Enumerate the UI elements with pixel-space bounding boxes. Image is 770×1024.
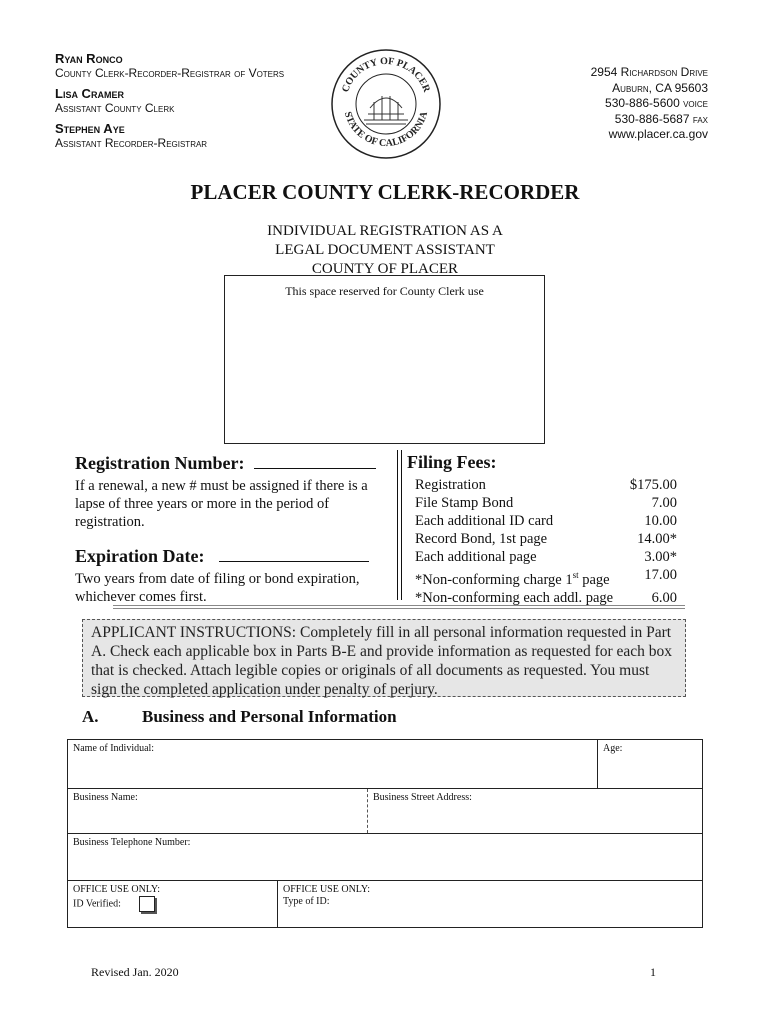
fee-amount: 14.00* [637,531,677,547]
fee-row [415,548,677,566]
fee-row [415,494,677,512]
fee-name-sup: st [572,570,579,580]
filing-fees-label: Filing Fees: [407,452,497,472]
fee-name [415,566,610,589]
registration-block [75,452,390,606]
officials-block [55,52,284,157]
official-name: Ryan Ronco [55,51,123,66]
voice-number: 530-886-5600 [605,96,680,110]
official-title: Assistant County Clerk [55,101,175,115]
applicant-instructions: APPLICANT INSTRUCTIONS: Completely fill in all personal information requested in Part A. Check each applicable box in Parts B-E and provide information as requested for each box that is checked. Attach legible copies or originals of all documents as requested. You must sign the completed application under penalty of perjury. [82,619,686,697]
type-of-id-label: Type of ID: [283,896,330,907]
id-verified-checkbox[interactable] [139,896,155,912]
section-letter: A. [82,707,99,726]
fee-amount: 3.00* [644,549,677,565]
official-title: Assistant Recorder-Registrar [55,136,208,150]
section-title: Business and Personal Information [142,707,397,726]
fee-amount: 7.00 [651,495,677,511]
id-verified-label: ID Verified: [73,898,121,910]
fee-name: Each additional ID card [415,513,554,529]
street-address: 2954 Richardson Drive [590,65,708,79]
fee-row [415,476,677,494]
registration-number-label: Registration Number: [75,453,245,473]
form-subtitle [0,222,770,279]
business-phone-field[interactable] [68,834,702,880]
name-label: Name of Individual: [73,743,155,754]
fee-amount: 6.00 [651,589,677,606]
fee-name-suffix: page [578,571,610,588]
office-use-label: OFFICE USE ONLY: [283,884,370,895]
svg-text:STATE OF CALIFORNIA [342,110,430,150]
subtitle-line: INDIVIDUAL REGISTRATION AS A [267,223,503,239]
fee-row [415,530,677,548]
form-row-business [67,788,703,834]
subtitle-line: COUNTY OF PLACER [311,261,459,277]
fee-name: Record Bond, 1st page [415,531,548,547]
clerk-reserved-box [224,275,545,444]
fee-amount: 10.00 [644,513,677,529]
fee-name: Each additional page [415,549,537,565]
business-phone-label: Business Telephone Number: [73,837,191,848]
seal-top-text: COUNTY OF PLACER [340,55,432,94]
section-a-heading [82,707,397,727]
expiration-note: Two years from date of filing or bond expiration, whichever comes first. [75,571,360,605]
fee-name: File Stamp Bond [415,495,514,511]
office-use-id-cell [68,881,278,927]
business-name-label: Business Name: [73,792,138,803]
page-title: PLACER COUNTY CLERK-RECORDER [190,180,580,204]
form-row-name [67,739,703,789]
id-verified-row [73,896,272,912]
voice-label: voice [683,96,708,110]
fee-amount: 17.00 [644,567,677,583]
section-separator [113,605,685,609]
contact-block [591,65,708,143]
filing-fees-block [407,452,677,607]
fax-number: 530-886-5687 [614,111,690,126]
office-use-label: OFFICE USE ONLY: [73,884,160,895]
fax-line [591,112,708,128]
fee-row [415,566,677,589]
fee-name: *Non-conforming each addl. page [415,589,614,606]
reserved-label: This space reserved for County Clerk use [285,284,484,298]
city-state-zip: Auburn, CA 95603 [612,80,708,95]
name-field[interactable] [68,740,598,788]
official-name: Stephen Aye [55,121,125,136]
fee-row [415,512,677,530]
revision-date: Revised Jan. 2020 [91,965,179,979]
subtitle-line: LEGAL DOCUMENT ASSISTANT [275,242,495,258]
fee-name-prefix: *Non-conforming charge 1 [415,571,573,588]
fee-name: Registration [415,477,486,493]
seal-bottom-text: STATE OF CALIFORNIA [341,110,431,150]
age-label: Age: [603,743,623,754]
age-field[interactable] [598,740,702,788]
expiration-date-label: Expiration Date: [75,546,205,566]
business-name-field[interactable] [68,789,368,833]
website-link[interactable]: www.placer.ca.gov [608,127,708,141]
page-number: 1 [650,965,656,979]
voice-line [591,96,708,112]
form-row-phone [67,833,703,881]
column-divider [397,450,402,600]
fee-amount: $175.00 [629,477,677,493]
registration-note: If a renewal, a new # must be assigned if there is a lapse of three years or more in the period of registration. [75,478,368,530]
form-row-office-use [67,880,703,928]
expiration-date-field[interactable] [219,545,369,562]
office-use-type-cell[interactable] [278,881,702,927]
county-seal-icon [330,48,442,160]
registration-number-field[interactable] [254,452,376,469]
official-title: County Clerk-Recorder-Registrar of Voters [55,66,285,80]
fax-label: fax [692,111,708,126]
business-address-label: Business Street Address: [373,792,472,803]
official-name: Lisa Cramer [55,86,124,101]
business-address-field[interactable] [368,789,702,833]
